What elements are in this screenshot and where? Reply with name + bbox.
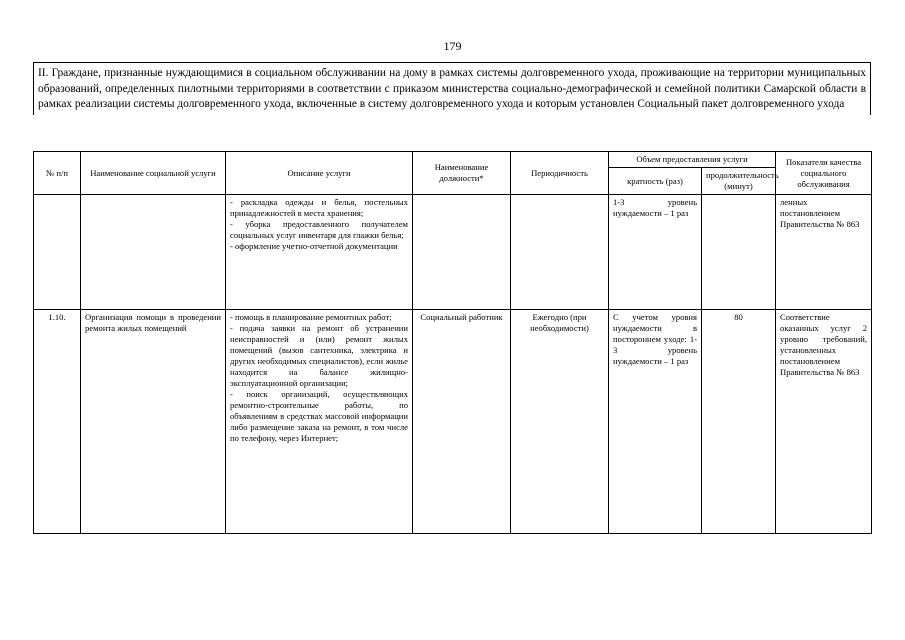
header-service-name: Наименование социальной услуги: [81, 152, 226, 195]
page-number: 179: [443, 39, 462, 53]
table-row-1-10: [34, 310, 872, 534]
cell-frequency: С учетом уровня нуждаемости в постороннем уходе: 1-3 уровень нуждаемости – 1 раз: [609, 310, 702, 534]
description-line: - раскладка одежды и белья, постельных принадлежностей в места хранения;: [230, 197, 408, 218]
cell-description: [226, 195, 413, 310]
cell-service-name: Организация помощи в проведении ремонта жилых помещений: [81, 310, 226, 534]
header-description: Описание услуги: [226, 152, 413, 195]
description-line: - подача заявки на ремонт об устранении неисправностей и (или) ремонт жилых помещений (вызов сантехника, электрика и других необходимых специалистов), если жилье находится на балансе жилищно-эксплуатационной организации;: [230, 323, 408, 388]
header-quality: Показатели качества социального обслуживания: [776, 152, 872, 195]
cell-position: Социальный работник: [413, 310, 511, 534]
cell-frequency: 1-3 уровень нуждаемости – 1 раз: [609, 195, 702, 310]
header-position: Наименование должности*: [413, 152, 511, 195]
description-line: - поиск организаций, осуществляющих ремонтно-строительные работы, по объявлениям в средствах массовой информации либо размещение заказа на ремонт, в том числе по телефону, через Интернет;: [230, 389, 408, 443]
header-periodicity: Периодичность: [511, 152, 609, 195]
cell-periodicity: Ежегодно (при необходимости): [511, 310, 609, 534]
cell-description: [226, 310, 413, 534]
table-row-continuation: [34, 195, 872, 310]
description-line: - оформление учетно-отчетной документации: [230, 241, 398, 251]
header-number: № п/п: [34, 152, 81, 195]
services-table: [33, 151, 872, 534]
header-frequency: кратность (раз): [609, 168, 702, 195]
header-volume-group: Объем предоставления услуги: [609, 152, 776, 168]
cell-periodicity: [511, 195, 609, 310]
cell-service-name: [81, 195, 226, 310]
cell-position: [413, 195, 511, 310]
cell-quality: Соответствие оказанных услуг 2 уровню требований, установленных постановлением Правительства № 863: [776, 310, 872, 534]
cell-number: [34, 195, 81, 310]
description-line: - уборка предоставленного получателем социальных услуг инвентаря для глажки белья;: [230, 219, 408, 240]
section-heading: II. Граждане, признанные нуждающимися в социальном обслуживании на дому в рамках системы долговременного ухода, проживающие на территории муниципальных образований, определенных пилотными территориями в соответствии с приказом министерства социально-демографической и семейной политики Самарской области в рамках реализации системы долговременного ухода, включенные в систему долговременного ухода и которым установлен Социальный пакет долговременного ухода: [33, 62, 871, 115]
description-line: - помощь в планирование ремонтных работ;: [230, 312, 392, 322]
cell-duration: [702, 195, 776, 310]
cell-quality: ленных постановлением Правительства № 863: [776, 195, 872, 310]
header-row: [34, 152, 872, 168]
header-duration: продолжительность (минут): [702, 168, 776, 195]
cell-duration: 80: [702, 310, 776, 534]
cell-number: 1.10.: [34, 310, 81, 534]
